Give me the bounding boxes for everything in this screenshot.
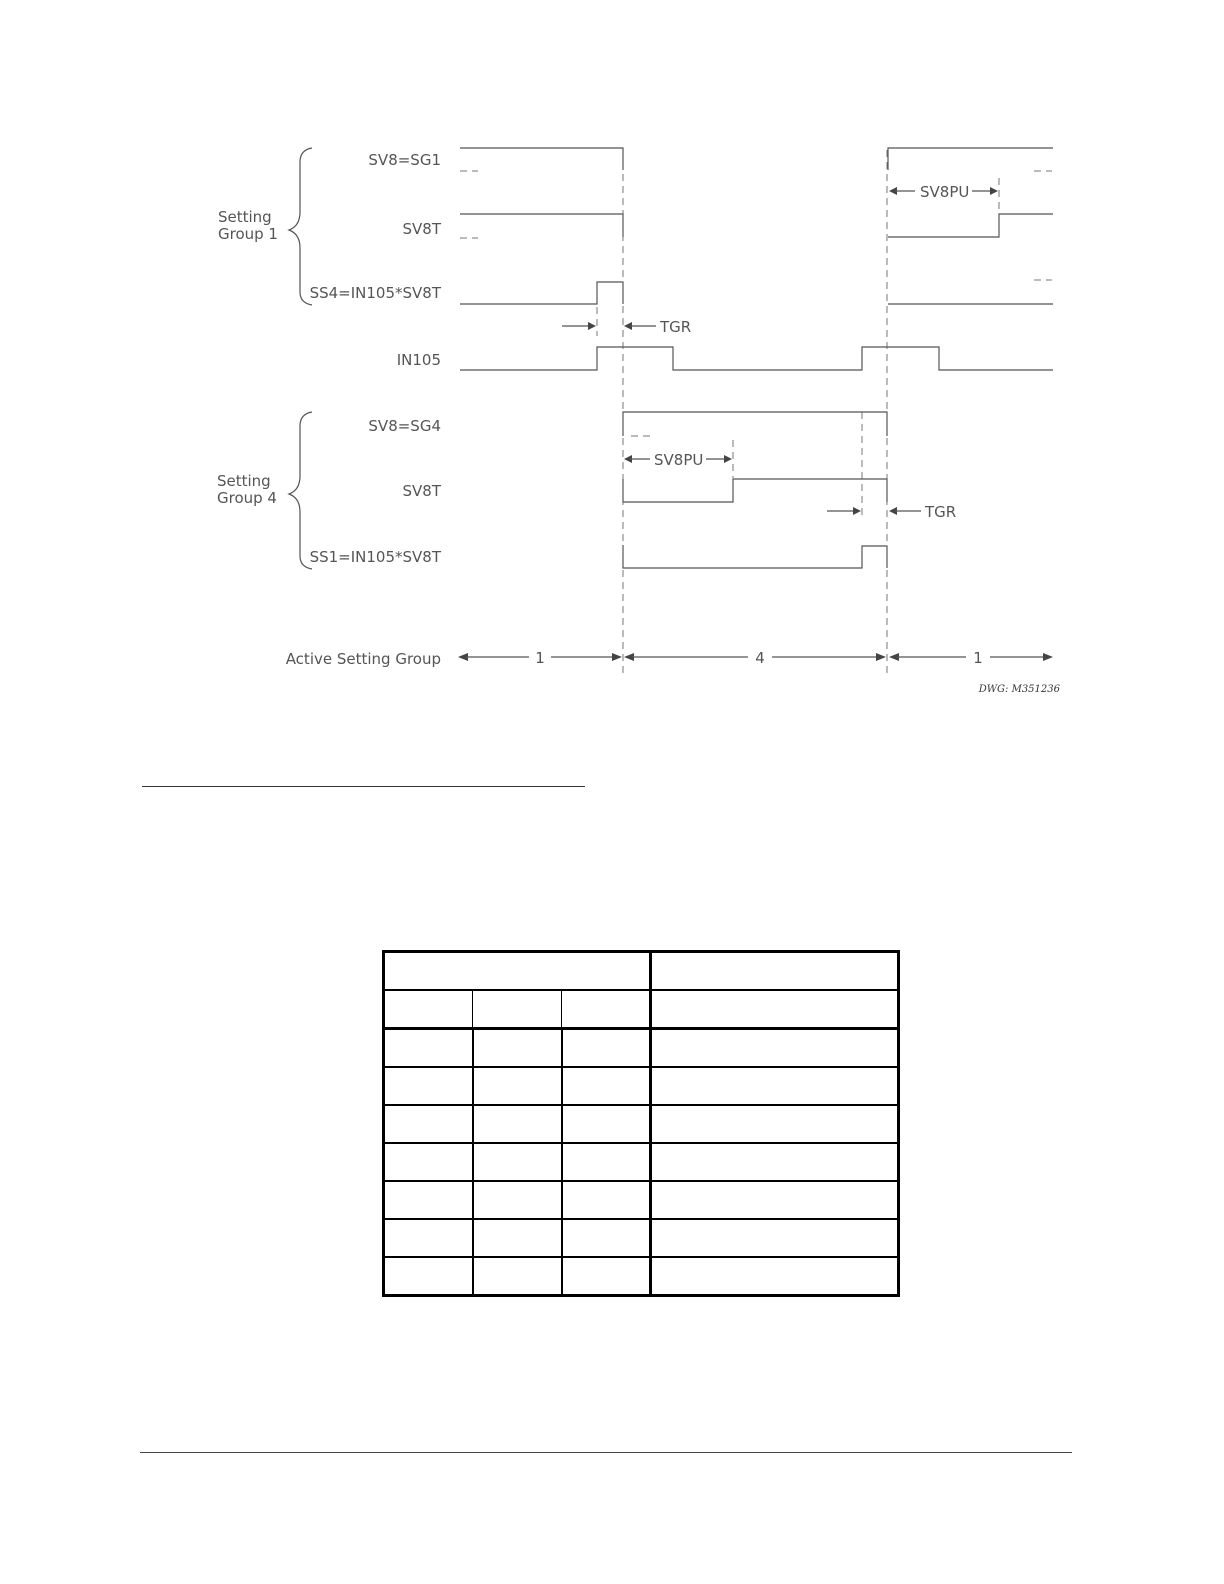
waveform-sv8-sg4 [623, 412, 887, 436]
table-row [384, 1257, 899, 1296]
group-1-brace [289, 148, 312, 305]
sv8pu-2-right-arrowhead [724, 455, 732, 463]
table-header-row-1 [384, 952, 899, 991]
table-cell [651, 952, 899, 991]
table-cell [562, 1257, 651, 1296]
table-cell [473, 1257, 562, 1296]
waveform-sv8t-g4 [623, 479, 887, 502]
table-cell [473, 952, 562, 991]
table-cell [473, 990, 562, 1029]
active-seg-1-right-arrowhead [612, 653, 622, 661]
table-cell [384, 1257, 473, 1296]
group-4-label-line1: Setting [217, 472, 271, 490]
table-cell [562, 1181, 651, 1219]
table-cell [651, 1219, 899, 1257]
table-cell [651, 990, 899, 1029]
table-cell [384, 1219, 473, 1257]
group-1-label-line2: Group 1 [218, 225, 278, 243]
drawing-id: DWG: M351236 [978, 684, 1060, 695]
signal-label-sv8-sg4: SV8=SG4 [368, 417, 441, 435]
table-cell [651, 1181, 899, 1219]
waveform-in105 [460, 347, 1053, 370]
table-cell [384, 1181, 473, 1219]
table-cell [384, 952, 473, 991]
signal-label-ss4: SS4=IN105*SV8T [309, 284, 441, 302]
table-cell [562, 1219, 651, 1257]
settings-table [382, 950, 900, 1297]
table-cell [562, 990, 651, 1029]
waveform-ss4 [460, 282, 1053, 304]
table-cell [384, 1105, 473, 1143]
table-row [384, 1143, 899, 1181]
table-cell [384, 1029, 473, 1068]
table-cell [562, 1067, 651, 1105]
table-row [384, 1219, 899, 1257]
group-4-brace [289, 412, 312, 569]
signal-label-sv8t-g4: SV8T [402, 482, 441, 500]
sv8pu-1-label: SV8PU [920, 183, 970, 201]
tgr-2-left-arrowhead [853, 507, 861, 515]
group-4-label-line2: Group 4 [217, 489, 277, 507]
tgr-1-left-arrowhead [588, 322, 596, 330]
tgr-1-label: TGR [660, 318, 692, 336]
table-row [384, 1181, 899, 1219]
active-seg-2-label: 4 [755, 649, 765, 667]
table-cell [651, 1143, 899, 1181]
group-1-label-line1: Setting [218, 208, 272, 226]
table-cell [562, 952, 651, 991]
active-seg-3-right-arrowhead [1043, 653, 1053, 661]
waveform-ss1 [623, 545, 887, 568]
signal-label-in105: IN105 [396, 351, 441, 369]
table-cell [384, 1143, 473, 1181]
table-cell [562, 1105, 651, 1143]
table-cell [562, 1143, 651, 1181]
table-cell [473, 1105, 562, 1143]
table-cell [473, 1143, 562, 1181]
table-cell [473, 1067, 562, 1105]
caption-rule [142, 786, 585, 787]
table-cell [651, 1067, 899, 1105]
waveform-sv8-sg1 [460, 148, 1053, 170]
table-cell [473, 1181, 562, 1219]
table-cell [473, 1219, 562, 1257]
table-cell [651, 1105, 899, 1143]
active-setting-group-label: Active Setting Group [285, 650, 441, 668]
timing-diagram [0, 0, 1224, 740]
sv8pu-2-label: SV8PU [654, 451, 704, 469]
active-seg-2-right-arrowhead [876, 653, 886, 661]
active-seg-3-label: 1 [973, 649, 983, 667]
footer-rule [140, 1452, 1072, 1453]
signal-label-sv8-sg1: SV8=SG1 [368, 151, 441, 169]
table-cell [651, 1029, 899, 1068]
waveform-sv8t-g1 [460, 214, 1053, 237]
table-row [384, 1067, 899, 1105]
table-cell [384, 1067, 473, 1105]
table-row [384, 1105, 899, 1143]
signal-label-sv8t-g1: SV8T [402, 220, 441, 238]
table-cell [651, 1257, 899, 1296]
tgr-2-label: TGR [925, 503, 957, 521]
signal-label-ss1: SS1=IN105*SV8T [309, 548, 441, 566]
table-cell [562, 1029, 651, 1068]
table-cell [384, 990, 473, 1029]
sv8pu-1-right-arrowhead [990, 187, 998, 195]
table-header-row-2 [384, 990, 899, 1029]
table-row [384, 1029, 899, 1068]
active-seg-1-label: 1 [535, 649, 545, 667]
table-cell [473, 1029, 562, 1068]
